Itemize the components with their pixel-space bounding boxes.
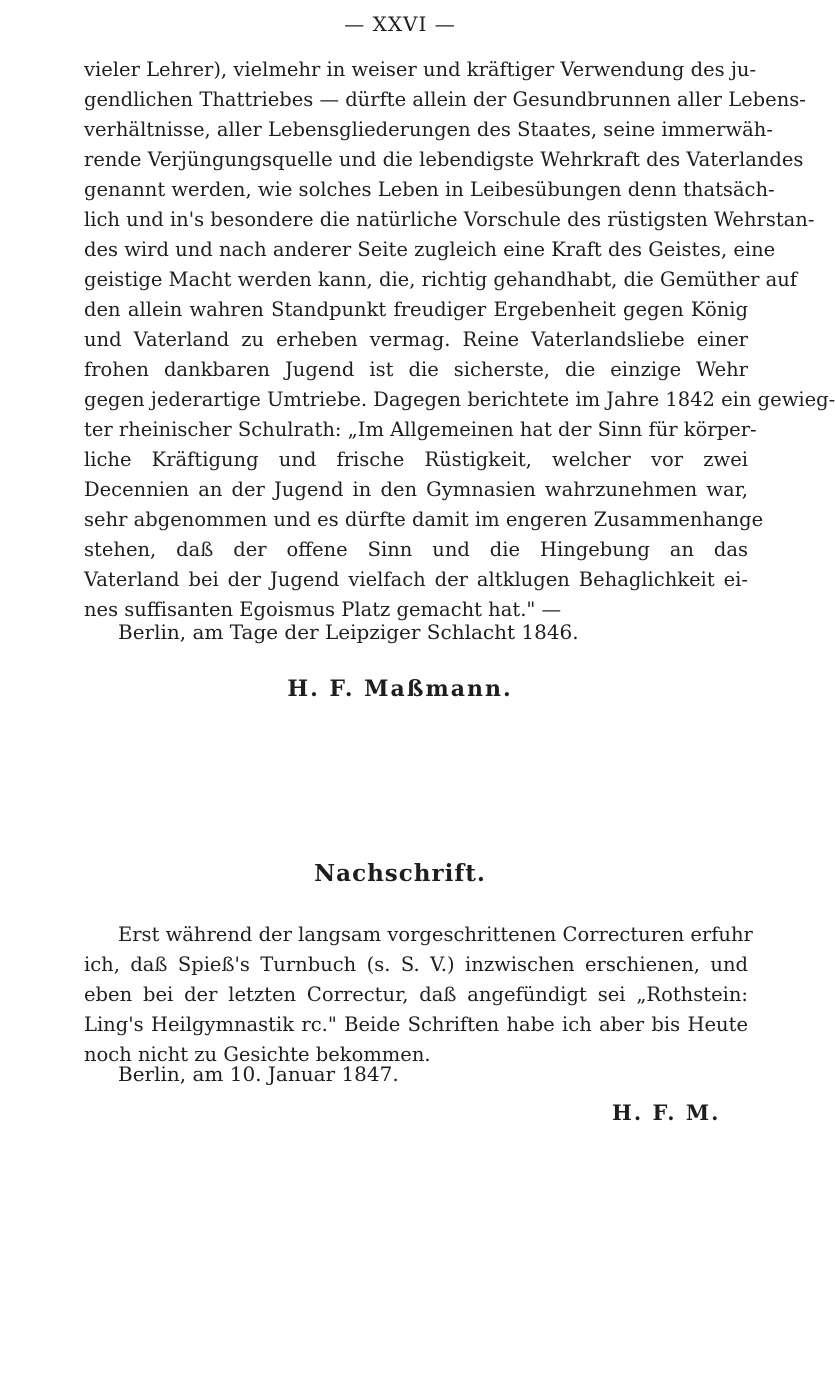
text-line: vieler Lehrer), vielmehr in weiser und kräftiger Verwendung des ju- (84, 58, 757, 81)
text-line: Ling's Heilgymnastik rc." Beide Schriften habe ich aber bis Heute (84, 1013, 748, 1036)
text-line: lich und in's besondere die natürliche Vorschule des rüstigsten Wehrstan- (84, 208, 815, 231)
signature: H. F. Maßmann. (287, 676, 513, 702)
text-line: liche Kräftigung und frische Rüstigkeit, welcher vor zwei (84, 448, 748, 471)
postscript-signature: H. F. M. (612, 1100, 721, 1125)
text-line: Vaterland bei der Jugend vielfach der altklugen Behaglichkeit ei- (84, 568, 748, 591)
text-line: geistige Macht werden kann, die, richtig gehandhabt, die Gemüther auf (84, 268, 798, 291)
text-line: ich, daß Spieß's Turnbuch (s. S. V.) inzwischen erschienen, und (84, 953, 748, 976)
text-line: gegen jederartige Umtriebe. Dagegen berichtete im Jahre 1842 ein gewieg- (84, 388, 835, 411)
text-line: den allein wahren Standpunkt freudiger Ergebenheit gegen König (84, 298, 748, 321)
text-line: ter rheinischer Schulrath: „Im Allgemeinen hat der Sinn für körper- (84, 418, 757, 441)
text-line: verhältnisse, aller Lebensgliederungen des Staates, seine immerwäh- (84, 118, 773, 141)
text-line: genannt werden, wie solches Leben in Leibesübungen denn thatsäch- (84, 178, 775, 201)
text-line: des wird und nach anderer Seite zugleich eine Kraft des Geistes, eine (84, 238, 776, 261)
page-number: — XXVI — (344, 12, 456, 36)
text-line: eben bei der letzten Correctur, daß angefündigt sei „Rothstein: (84, 983, 748, 1006)
text-line: rende Verjüngungsquelle und die lebendigste Wehrkraft des Vaterlandes (84, 148, 804, 171)
postscript-dateline: Berlin, am 10. Januar 1847. (118, 1062, 399, 1086)
text-line: gendlichen Thattriebes — dürfte allein der Gesundbrunnen aller Lebens- (84, 88, 806, 111)
text-line: sehr abgenommen und es dürfte damit im engeren Zusammenhange (84, 508, 764, 531)
text-line: Erst während der langsam vorgeschrittenen Correcturen erfuhr (118, 923, 753, 946)
text-line: noch nicht zu Gesichte bekommen. (84, 1043, 431, 1066)
text-line: nes suffisanten Egoismus Platz gemacht hat." — (84, 598, 562, 621)
text-line: frohen dankbaren Jugend ist die sicherste, die einzige Wehr (84, 358, 748, 381)
postscript-heading: Nachschrift. (314, 860, 486, 887)
postscript-paragraph (84, 920, 753, 1070)
text-line: stehen, daß der offene Sinn und die Hingebung an das (84, 538, 748, 561)
text-line: Decennien an der Jugend in den Gymnasien wahrzunehmen war, (84, 478, 748, 501)
dateline: Berlin, am Tage der Leipziger Schlacht 1846. (118, 620, 579, 644)
main-paragraph (84, 55, 835, 625)
text-line: und Vaterland zu erheben vermag. Reine Vaterlandsliebe einer (84, 328, 748, 351)
